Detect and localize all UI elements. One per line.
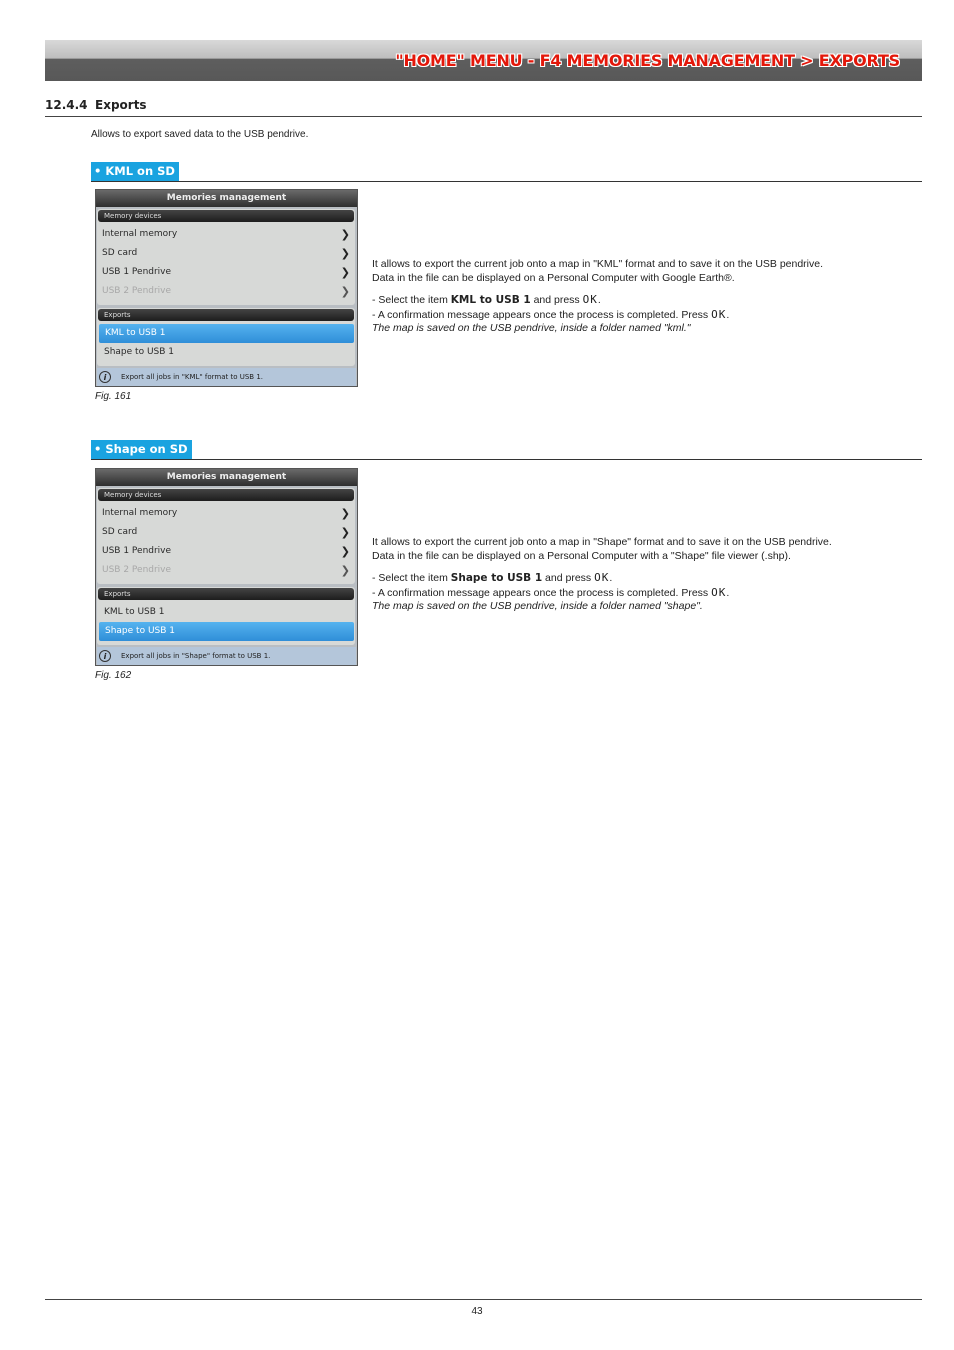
chevron-right-icon: ❯ [340, 228, 350, 241]
step-confirm: - A confirmation message appears once the process is completed. Press OK. [372, 585, 730, 599]
chevron-right-icon: ❯ [340, 526, 350, 539]
device-sd-card[interactable] [101, 244, 353, 263]
note-text: The map is saved on the USB pendrive, inside a folder named "shape". [372, 600, 703, 613]
device-internal-memory[interactable] [101, 225, 353, 244]
export-label: KML to USB 1 [105, 328, 166, 338]
screen-title: Memories management [96, 469, 357, 486]
section-heading [45, 97, 922, 117]
chevron-right-icon: ❯ [340, 545, 350, 558]
figure-caption: Fig. 161 [95, 391, 132, 402]
step-text: - A confirmation message appears once the process is completed. Press [372, 308, 712, 321]
export-kml-to-usb1[interactable] [101, 603, 353, 622]
section-number: 12.4.4 [45, 98, 88, 112]
device-sd-card[interactable] [101, 523, 353, 542]
chevron-right-icon: ❯ [340, 247, 350, 260]
page-title: "HOME" MENU - F4 MEMORIES MANAGEMENT > EXPORTS [395, 51, 900, 70]
note [372, 322, 912, 336]
device-usb1-pendrive[interactable] [101, 263, 353, 282]
step-confirm: - A confirmation message appears once the process is completed. Press OK. [372, 307, 730, 321]
kml-description [372, 258, 912, 336]
header-banner [45, 40, 922, 81]
memory-devices-panel [97, 209, 355, 305]
chevron-right-icon: ❯ [340, 564, 350, 577]
desc-line: Data in the file can be displayed on a Personal Computer with Google Earth®. [372, 271, 735, 284]
export-label: Shape to USB 1 [105, 626, 176, 636]
note [372, 600, 912, 614]
export-kml-to-usb1[interactable] [99, 324, 354, 343]
device-label: USB 1 Pendrive [102, 267, 172, 277]
info-bar [97, 647, 356, 665]
kml-heading-label: • KML on SD [91, 162, 179, 181]
exports-header: Exports [98, 309, 354, 321]
export-shape-to-usb1[interactable] [99, 622, 354, 641]
step-item: KML to USB 1 [450, 294, 531, 307]
device-label: USB 1 Pendrive [102, 546, 172, 556]
ok-key-icon: OK [711, 585, 727, 599]
info-bar [97, 368, 356, 386]
kml-subheading [91, 162, 922, 182]
memory-devices-panel [97, 488, 355, 584]
export-shape-to-usb1[interactable] [101, 343, 353, 362]
device-label: USB 2 Pendrive [102, 286, 172, 296]
shape-description [372, 536, 912, 614]
export-label: Shape to USB 1 [104, 347, 175, 357]
ok-key-icon: OK [582, 293, 598, 307]
device-internal-memory[interactable] [101, 504, 353, 523]
exports-panel [97, 308, 355, 366]
device-label: Internal memory [102, 229, 178, 239]
device-label: SD card [102, 248, 138, 258]
note-text: The map is saved on the USB pendrive, inside a folder named "kml." [372, 322, 691, 335]
step-text: - Select the item [372, 294, 451, 307]
desc-line: It allows to export the current job onto a map in "KML" format and to save it on the USB pendrive. [372, 258, 824, 270]
memory-devices-header: Memory devices [98, 210, 354, 222]
ok-key-icon: OK [711, 307, 727, 321]
footer-divider [45, 1299, 922, 1300]
page-number: 43 [471, 1306, 483, 1317]
shape-screen [95, 468, 358, 666]
kml-screen [95, 189, 358, 387]
desc-line: Data in the file can be displayed on a Personal Computer with a "Shape" file viewer (.shp). [372, 549, 791, 562]
desc-line: It allows to export the current job onto a map in "Shape" format and to save it on the USB pendrive. [372, 536, 832, 548]
device-usb2-pendrive[interactable] [101, 282, 353, 301]
info-icon: i [99, 371, 111, 383]
step-text: - Select the item [372, 572, 451, 585]
ok-key-icon: OK [594, 571, 610, 585]
step-select: - Select the item KML to USB 1 and press OK. [372, 293, 601, 307]
device-usb1-pendrive[interactable] [101, 542, 353, 561]
chevron-right-icon: ❯ [340, 266, 350, 279]
figure-caption: Fig. 162 [95, 670, 132, 681]
shape-heading-label: • Shape on SD [91, 440, 192, 459]
step-text: and press [542, 572, 595, 585]
chevron-right-icon: ❯ [340, 507, 350, 520]
exports-panel [97, 587, 355, 645]
exports-header: Exports [98, 588, 354, 600]
memory-devices-header: Memory devices [98, 489, 354, 501]
info-text: Export all jobs in "KML" format to USB 1. [121, 373, 263, 381]
shape-subheading [91, 440, 922, 460]
section-intro: Allows to export saved data to the USB pendrive. [91, 129, 309, 140]
device-label: USB 2 Pendrive [102, 565, 172, 575]
chevron-right-icon: ❯ [340, 285, 350, 298]
info-icon: i [99, 650, 111, 662]
device-label: SD card [102, 527, 138, 537]
device-label: Internal memory [102, 508, 178, 518]
screen-title: Memories management [96, 190, 357, 207]
device-usb2-pendrive[interactable] [101, 561, 353, 580]
step-text: - A confirmation message appears once the process is completed. Press [372, 586, 712, 599]
step-text: and press [530, 294, 583, 307]
info-text: Export all jobs in "Shape" format to USB 1. [121, 652, 271, 660]
step-select: - Select the item Shape to USB 1 and press OK. [372, 571, 613, 585]
export-label: KML to USB 1 [104, 607, 165, 617]
section-title: Exports [95, 98, 147, 112]
step-item: Shape to USB 1 [450, 572, 543, 585]
